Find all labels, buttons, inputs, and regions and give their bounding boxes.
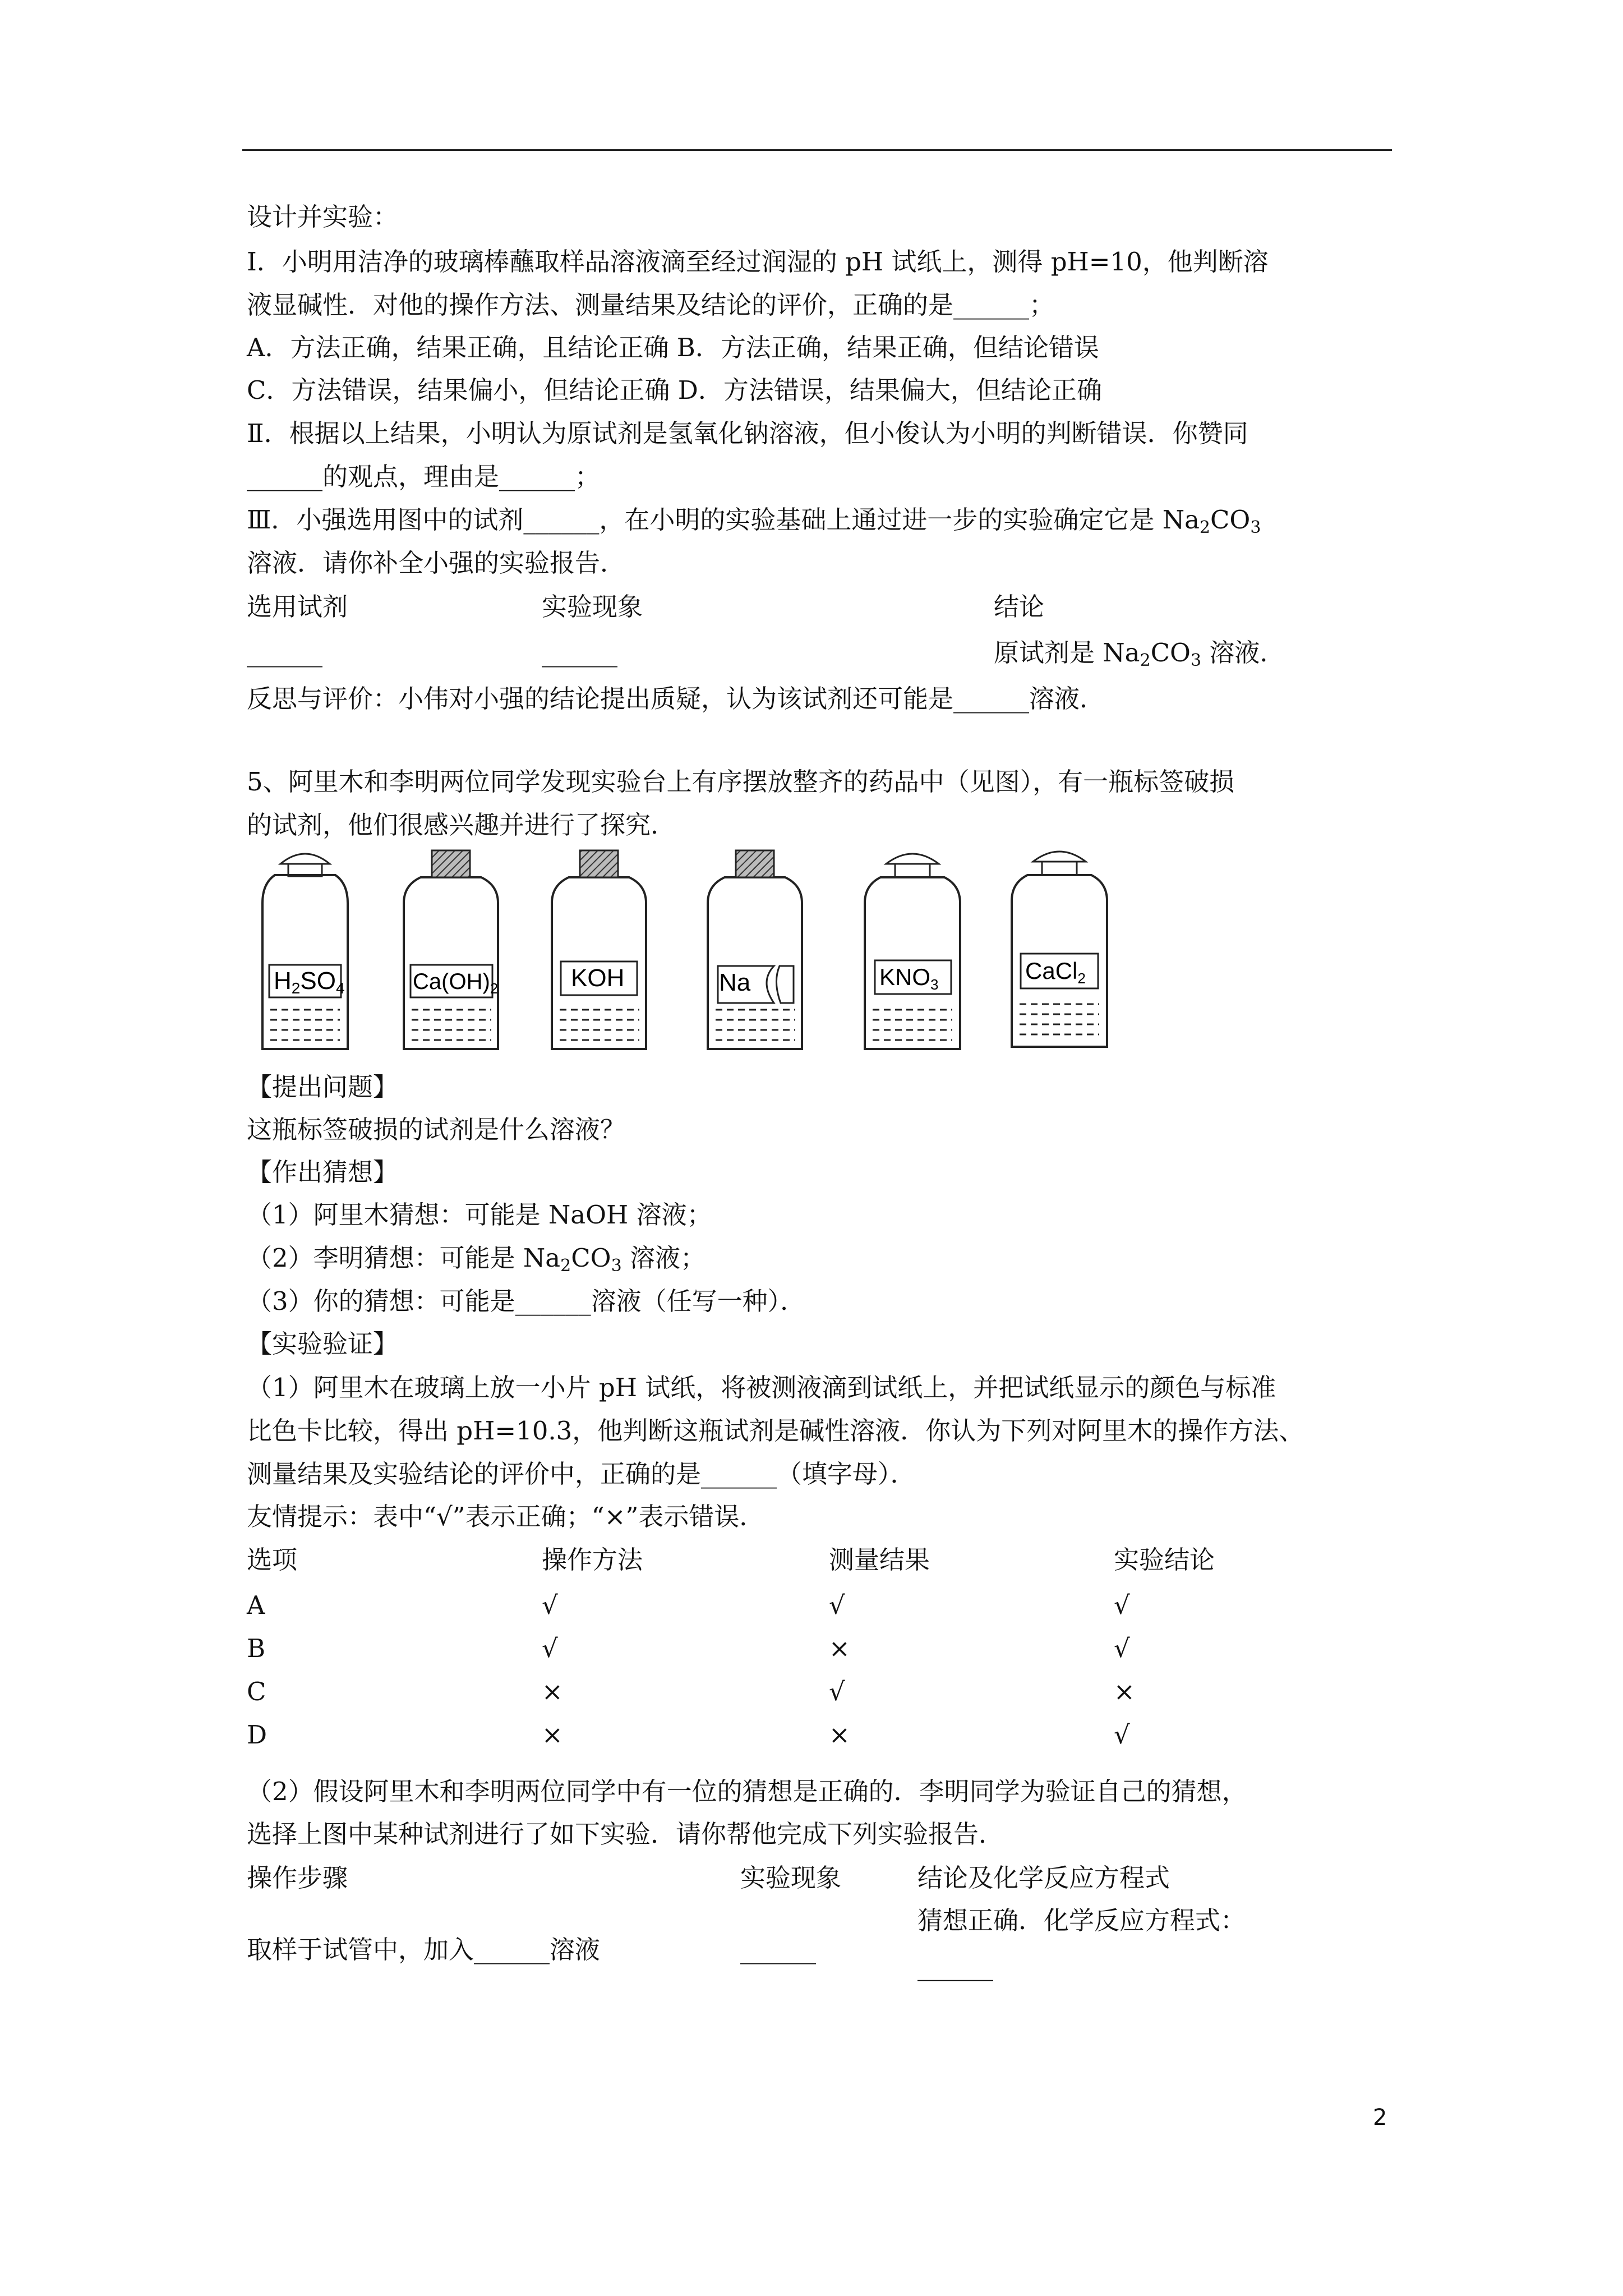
guess2-sub: 3	[611, 1256, 622, 1276]
report1-header-conclusion: 结论	[994, 592, 1045, 622]
verify1-line2: 比色卡比较，得出 pH=10.3，他判断这瓶试剂是碱性溶液．你认为下列对阿里木的操作方法、	[247, 1416, 1304, 1446]
q3-line1	[247, 503, 1261, 537]
bottle-label: CaCl2	[1025, 958, 1086, 987]
guess2	[247, 1241, 706, 1275]
report1-co: CO	[1150, 638, 1191, 668]
guess2-co: CO	[571, 1243, 611, 1273]
table-header-conclusion: 实验结论	[1114, 1545, 1215, 1575]
report1-sub: 3	[1190, 651, 1202, 670]
guess1: （1）阿里木猜想：可能是 NaOH 溶液；	[247, 1200, 712, 1230]
report2-header-phenomenon: 实验现象	[740, 1863, 842, 1893]
bottle-label: H2SO4	[274, 967, 345, 997]
report1-conclusion-text: 原试剂是 Na	[994, 638, 1140, 668]
report2-header-step: 操作步骤	[247, 1863, 348, 1893]
table-row-c-result: √	[829, 1677, 845, 1706]
guess3: （3）你的猜想：可能是______溶液（任写一种）．	[247, 1286, 806, 1316]
guess-heading: 【作出猜想】	[247, 1157, 399, 1187]
report2-conclusion: 猜想正确．化学反应方程式：	[917, 1906, 1246, 1935]
hint: 友情提示：表中“√”表示正确；“×”表示错误．	[247, 1502, 765, 1531]
bottle-label: KOH	[571, 964, 625, 992]
bottle-caoh2	[404, 850, 498, 1049]
report1-conclusion-end: 溶液．	[1201, 638, 1285, 668]
report2-equation-blank: ______	[917, 1952, 993, 1981]
guess2-sub: 2	[560, 1256, 571, 1276]
table-row-b-result: ×	[829, 1634, 850, 1663]
table-row-a-result: √	[829, 1590, 845, 1620]
verify1-line3: 测量结果及实验结论的评价中，正确的是______（填字母）．	[247, 1459, 916, 1489]
ask-text: 这瓶标签破损的试剂是什么溶液？	[247, 1115, 626, 1144]
q1-line2: 液显碱性．对他的操作方法、测量结果及结论的评价，正确的是______；	[247, 290, 1055, 320]
table-row-a-conclusion: √	[1114, 1590, 1130, 1620]
verify2-line1: （2）假设阿里木和李明两位同学中有一位的猜想是正确的．李明同学为验证自己的猜想，	[247, 1777, 1247, 1806]
report1-header-reagent: 选用试剂	[247, 592, 348, 622]
q3-line2: 溶液．请你补全小强的实验报告．	[247, 548, 626, 578]
ask-heading: 【提出问题】	[247, 1072, 399, 1102]
guess2-end: 溶液；	[621, 1243, 706, 1273]
bottle-label: Na	[719, 969, 751, 996]
verify-heading: 【实验验证】	[247, 1329, 399, 1359]
verify1-line1: （1）阿里木在玻璃上放一小片 pH 试纸，将被测液滴到试纸上，并把试纸显示的颜色与标准	[247, 1373, 1276, 1402]
report1-reagent-blank: ______	[247, 638, 322, 668]
q3-co: CO	[1210, 505, 1251, 535]
report1-phenomenon-blank: ______	[542, 638, 617, 668]
report1-header-phenomenon: 实验现象	[542, 592, 643, 622]
q2-line2: ______的观点，理由是______；	[247, 462, 601, 491]
q3-sub: 2	[1199, 518, 1210, 537]
bottle-koh	[552, 850, 646, 1049]
table-row-c-method: ×	[542, 1677, 563, 1706]
table-header-result: 测量结果	[829, 1545, 930, 1575]
table-row-c-option: C	[247, 1677, 266, 1706]
table-row-b-option: B	[247, 1634, 266, 1663]
reagent-bottles-figure	[241, 841, 1138, 1066]
q1-options-ab: A．方法正确，结果正确，且结论正确 B．方法正确，结果正确，但结论错误	[247, 333, 1099, 362]
report2-step: 取样于试管中，加入______溶液	[247, 1935, 601, 1964]
verify2-line2: 选择上图中某种试剂进行了如下实验．请你帮他完成下列实验报告．	[247, 1819, 1004, 1849]
table-header-option: 选项	[247, 1545, 298, 1575]
q5-line2: 的试剂，他们很感兴趣并进行了探究．	[247, 810, 676, 840]
table-row-d-conclusion: √	[1114, 1720, 1130, 1750]
table-row-a-option: A	[247, 1590, 265, 1620]
design-heading: 设计并实验：	[247, 202, 399, 232]
bottle-torn-label	[708, 850, 802, 1049]
bottle-cacl2	[1012, 852, 1107, 1047]
bottle-label: KNO3	[879, 964, 939, 993]
header-rule	[242, 149, 1392, 151]
q1-options-cd: C．方法错误，结果偏小，但结论正确 D．方法错误，结果偏大，但结论正确	[247, 375, 1102, 405]
table-row-d-method: ×	[542, 1720, 563, 1750]
q3-sub: 3	[1250, 518, 1261, 537]
table-row-a-method: √	[542, 1590, 558, 1620]
report2-phenomenon-blank: ______	[740, 1935, 816, 1964]
guess2-text: （2）李明猜想：可能是 Na	[247, 1243, 561, 1273]
report1-conclusion	[994, 636, 1285, 670]
q3-text: Ⅲ．小强选用图中的试剂______，在小明的实验基础上通过进一步的实验确定它是 Na	[247, 505, 1200, 535]
table-row-b-conclusion: √	[1114, 1634, 1130, 1663]
report1-sub: 2	[1140, 651, 1151, 670]
report2-header-conclusion: 结论及化学反应方程式	[917, 1863, 1170, 1893]
bottle-label: $Ca(OH)_2$	[413, 969, 499, 997]
page-number: 2	[1373, 2105, 1387, 2131]
reflection: 反思与评价：小伟对小强的结论提出质疑，认为该试剂还可能是______溶液．	[247, 684, 1105, 714]
table-row-b-method: √	[542, 1634, 558, 1663]
table-row-d-result: ×	[829, 1720, 850, 1750]
table-header-method: 操作方法	[542, 1545, 643, 1575]
table-row-d-option: D	[247, 1720, 268, 1750]
q5-line1: 5、阿里木和李明两位同学发现实验台上有序摆放整齐的药品中（见图），有一瓶标签破损	[247, 767, 1235, 797]
table-row-c-conclusion: ×	[1114, 1677, 1135, 1706]
bottle-kno3	[865, 854, 960, 1049]
q1-line1: Ⅰ．小明用洁净的玻璃棒蘸取样品溶液滴至经过润湿的 pH 试纸上，测得 pH=10，他判断溶	[247, 247, 1269, 277]
bottle-h2so4	[262, 854, 348, 1049]
q2-line1: Ⅱ．根据以上结果，小明认为原试剂是氢氧化钠溶液，但小俊认为小明的判断错误．你赞同	[247, 418, 1248, 448]
